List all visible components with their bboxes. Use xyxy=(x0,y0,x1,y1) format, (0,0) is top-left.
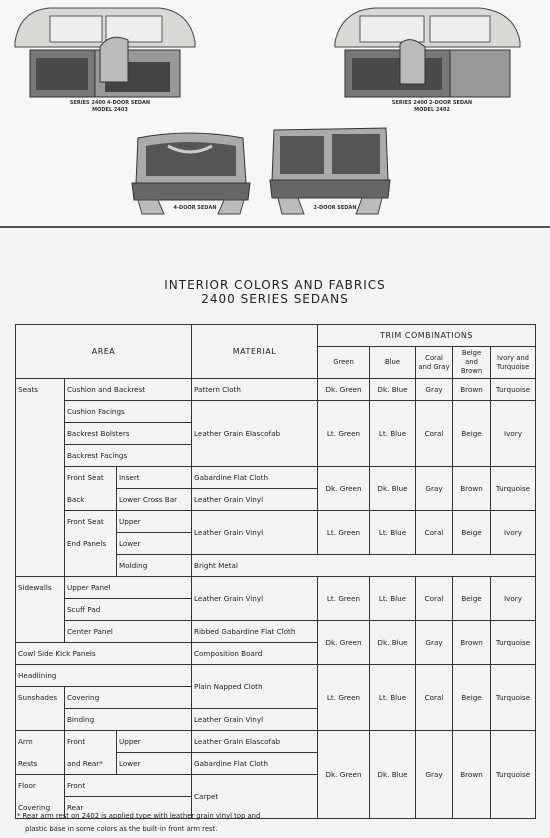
trim-cell: Beige xyxy=(453,577,491,621)
area-cell: Covering xyxy=(65,687,192,709)
area-header: AREA xyxy=(16,325,192,379)
area-cell xyxy=(16,555,65,577)
trim-cell: Turquoise xyxy=(491,731,536,819)
area-cell: Scuff Pad xyxy=(65,599,192,621)
trim-cell: Lt. Green xyxy=(318,401,370,467)
area-cell xyxy=(16,599,65,621)
two-door-caption xyxy=(362,100,502,114)
caption-line: SERIES 2400 2-DOOR SEDAN xyxy=(391,100,473,106)
material-cell: Leather Grain Vinyl xyxy=(192,511,318,555)
two-door-seat-illustration xyxy=(266,122,394,218)
trim-cell: Brown xyxy=(453,731,491,819)
trim-cell: Beige xyxy=(453,401,491,467)
material-cell: Plain Napped Cloth xyxy=(192,665,318,709)
trim-cell: Coral xyxy=(416,511,453,555)
area-cell: Cushion and Backrest xyxy=(65,379,192,401)
material-cell: Carpet xyxy=(192,775,318,819)
area-cell: Seats xyxy=(16,379,65,401)
material-cell: Gabardine Flat Cloth xyxy=(192,753,318,775)
caption-line: MODEL 2402 xyxy=(414,107,450,113)
caption-line: MODEL 2403 xyxy=(92,107,128,113)
trim-cell: Gray xyxy=(416,621,453,665)
seat-four-door-caption: 4-DOOR SEDAN xyxy=(173,205,217,211)
area-cell: Backrest Bolsters xyxy=(65,423,192,445)
area-cell xyxy=(16,423,65,445)
trim-cell: Coral xyxy=(416,577,453,621)
area-cell: Lower xyxy=(117,533,192,555)
area-cell: Floor xyxy=(16,775,65,797)
area-cell: Molding xyxy=(117,555,192,577)
material-header: MATERIAL xyxy=(192,325,318,379)
material-cell: Leather Grain Vinyl xyxy=(192,489,318,511)
trim-cell: Gray xyxy=(416,467,453,511)
area-cell: Front Seat xyxy=(65,467,117,489)
trim-cell: Turquoise xyxy=(491,467,536,511)
area-cell: Sidewalls xyxy=(16,577,65,599)
material-cell: Composition Board xyxy=(192,643,318,665)
area-cell: Rests xyxy=(16,753,65,775)
page-subtitle: 2400 SERIES SEDANS xyxy=(201,292,349,306)
trim-cell: Dk. Green xyxy=(318,621,370,665)
trim-cell: Lt. Green xyxy=(318,511,370,555)
area-cell: Upper Panel xyxy=(65,577,192,599)
area-cell: Arm xyxy=(16,731,65,753)
trim-cell: Dk. Blue xyxy=(370,467,416,511)
trim-cell: Gray xyxy=(416,731,453,819)
trim-cell: Ivory xyxy=(491,577,536,621)
trim-combinations-header: TRIM COMBINATIONS xyxy=(318,325,536,347)
seat-two-door-caption: 2-DOOR SEDAN xyxy=(313,205,357,211)
area-cell: Cowl Side Kick Panels xyxy=(16,643,192,665)
area-cell: Upper xyxy=(117,511,192,533)
trim-column-header: Beige and Brown xyxy=(453,347,491,379)
area-cell: End Panels xyxy=(65,533,117,555)
material-cell: Bright Metal xyxy=(192,555,536,577)
trim-cell: Dk. Green xyxy=(318,731,370,819)
area-cell xyxy=(16,621,65,643)
trim-cell: Brown xyxy=(453,621,491,665)
area-cell: Front xyxy=(65,731,117,753)
area-cell: Back xyxy=(65,489,117,511)
trim-cell: Turquoise xyxy=(491,665,536,731)
trim-cell: Lt. Blue xyxy=(370,577,416,621)
four-door-interior-illustration xyxy=(10,2,200,100)
trim-cell: Turquoise xyxy=(491,621,536,665)
trim-cell: Lt. Green xyxy=(318,665,370,731)
area-cell xyxy=(16,467,65,489)
trim-column-header: Green xyxy=(318,347,370,379)
footnote xyxy=(17,810,537,836)
material-cell: Pattern Cloth xyxy=(192,379,318,401)
trim-cell: Beige xyxy=(453,511,491,555)
trim-column-header: Coral and Gray xyxy=(416,347,453,379)
area-cell: Headlining xyxy=(16,665,192,687)
trim-column-header: Ivory and Turquoise xyxy=(491,347,536,379)
trim-cell: Beige xyxy=(453,665,491,731)
area-cell: Sunshades xyxy=(16,687,65,709)
trim-cell: Dk. Blue xyxy=(370,731,416,819)
trim-cell: Dk. Blue xyxy=(370,379,416,401)
trim-cell: Brown xyxy=(453,379,491,401)
trim-cell: Lt. Green xyxy=(318,577,370,621)
area-cell: Upper xyxy=(117,731,192,753)
footnote-line: * Rear arm rest on 2402 is applied type with leather grain vinyl top and xyxy=(17,812,261,820)
area-cell xyxy=(16,709,65,731)
area-cell xyxy=(65,555,117,577)
trim-cell: Coral xyxy=(416,665,453,731)
two-door-interior-illustration xyxy=(330,2,526,100)
area-cell xyxy=(16,401,65,423)
area-cell xyxy=(16,489,65,511)
trim-cell: Lt. Blue xyxy=(370,401,416,467)
area-cell: Lower xyxy=(117,753,192,775)
trim-cell: Lt. Blue xyxy=(370,511,416,555)
area-cell: Front xyxy=(65,775,192,797)
section-divider xyxy=(0,226,550,228)
material-cell: Ribbed Gabardine Flat Cloth xyxy=(192,621,318,643)
trim-cell: Coral xyxy=(416,401,453,467)
trim-cell: Dk. Green xyxy=(318,467,370,511)
footnote-line: plastic base in some colors as the built-in front arm rest. xyxy=(25,825,218,833)
trim-column-header: Blue xyxy=(370,347,416,379)
interior-trim-table xyxy=(15,324,536,819)
trim-cell: Ivory xyxy=(491,401,536,467)
area-cell: Covering xyxy=(16,797,65,819)
area-cell: Front Seat xyxy=(65,511,117,533)
four-door-caption xyxy=(40,100,180,114)
area-cell: and Rear* xyxy=(65,753,117,775)
area-cell: Binding xyxy=(65,709,192,731)
material-cell: Leather Grain Vinyl xyxy=(192,709,318,731)
area-cell xyxy=(16,533,65,555)
trim-cell: Dk. Blue xyxy=(370,621,416,665)
trim-cell: Turquoise xyxy=(491,379,536,401)
trim-cell: Brown xyxy=(453,467,491,511)
area-cell: Insert xyxy=(117,467,192,489)
area-cell: Cushion Facings xyxy=(65,401,192,423)
area-cell: Lower Cross Bar xyxy=(117,489,192,511)
page-title: INTERIOR COLORS AND FABRICS xyxy=(164,278,386,292)
area-cell: Rear xyxy=(65,797,192,819)
area-cell: Backrest Facings xyxy=(65,445,192,467)
area-cell xyxy=(16,511,65,533)
trim-cell: Dk. Green xyxy=(318,379,370,401)
material-cell: Leather Grain Elascofab xyxy=(192,731,318,753)
trim-cell: Lt. Blue xyxy=(370,665,416,731)
caption-line: SERIES 2400 4-DOOR SEDAN xyxy=(69,100,151,106)
area-cell xyxy=(16,445,65,467)
trim-cell: Gray xyxy=(416,379,453,401)
trim-cell: Ivory xyxy=(491,511,536,555)
material-cell: Gabardine Flat Cloth xyxy=(192,467,318,489)
area-cell: Center Panel xyxy=(65,621,192,643)
material-cell: Leather Grain Elascofab xyxy=(192,401,318,467)
material-cell: Leather Grain Vinyl xyxy=(192,577,318,621)
